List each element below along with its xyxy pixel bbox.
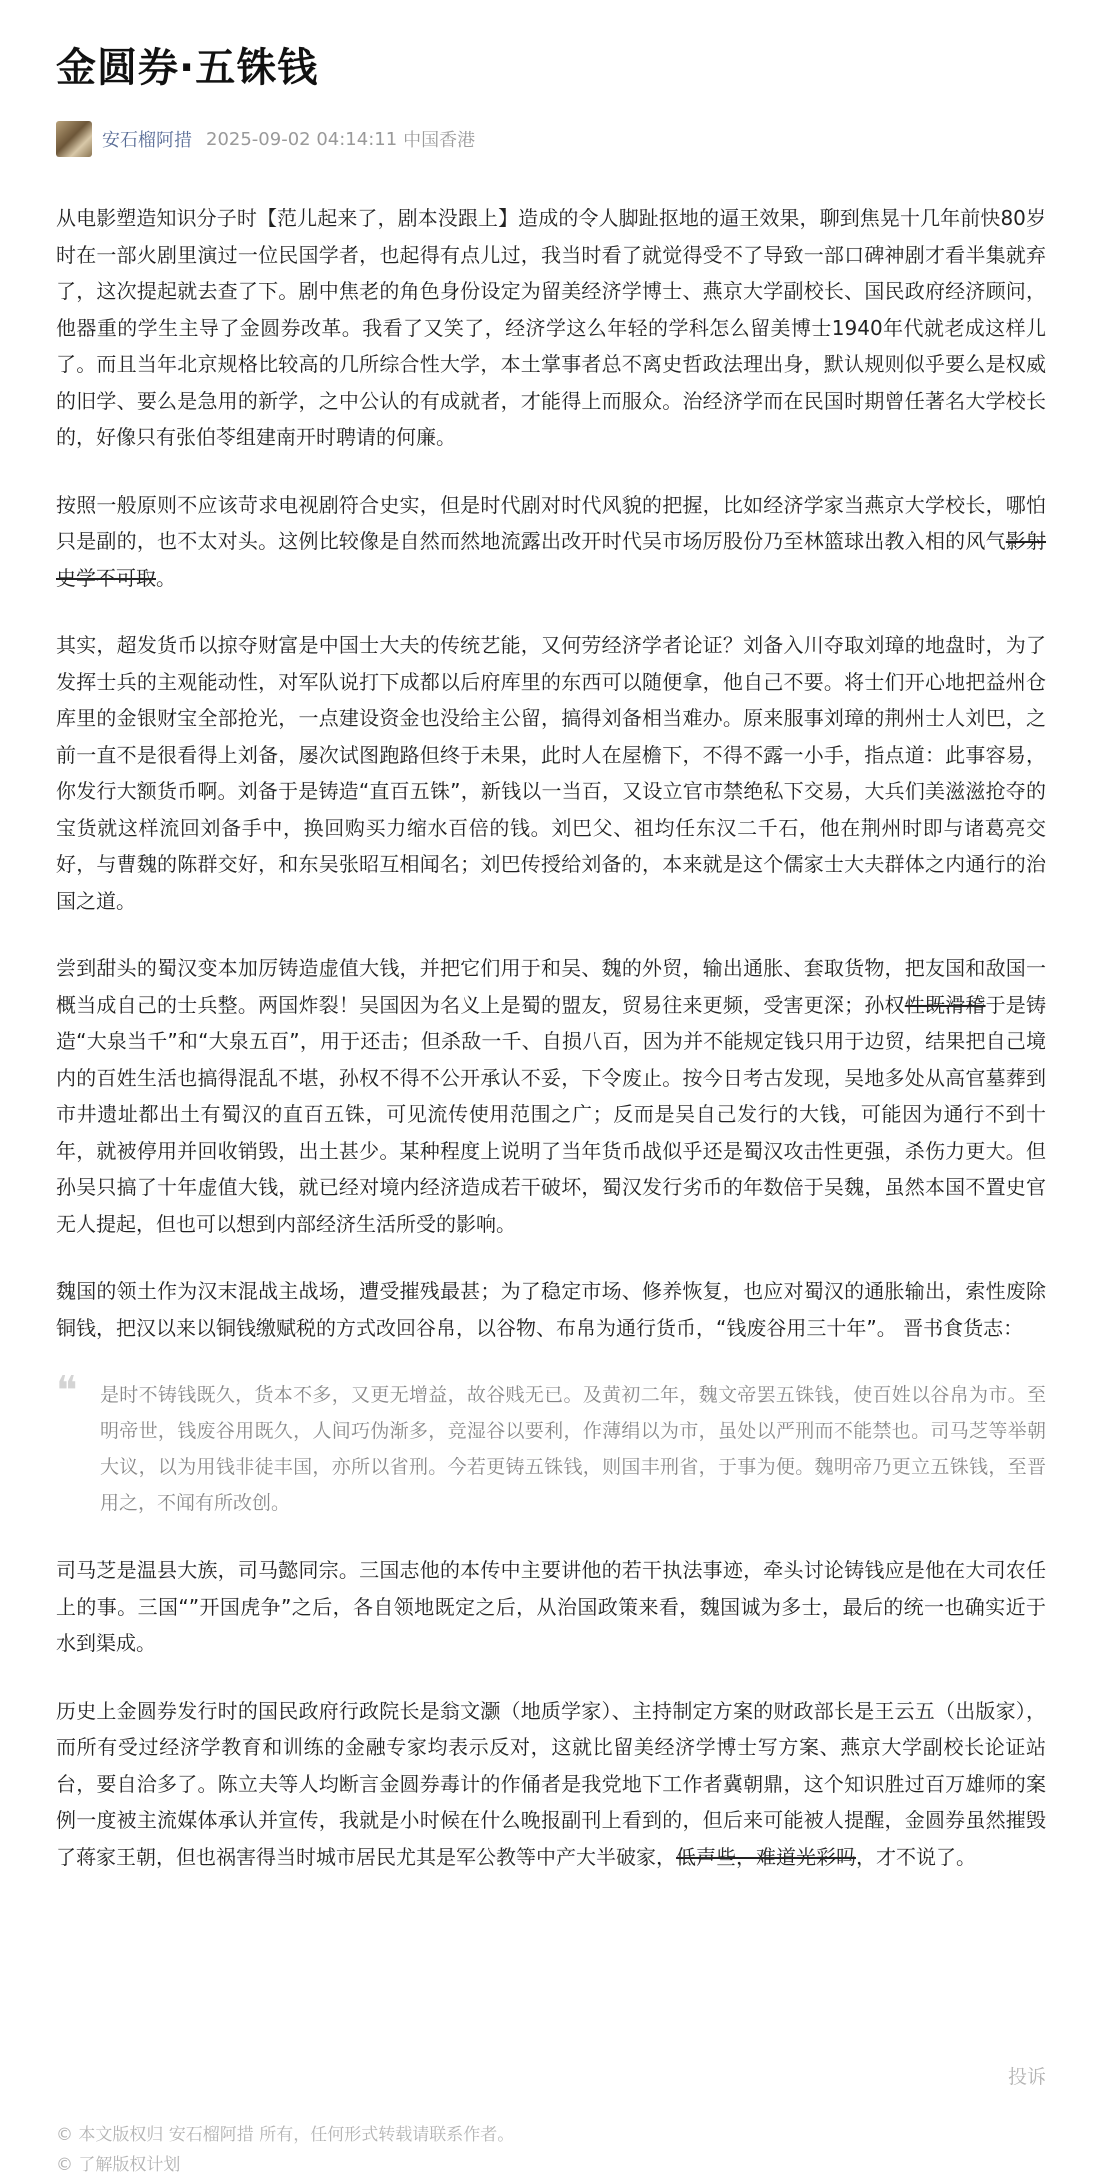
paragraph-5: 魏国的领土作为汉末混战主战场，遭受摧残最甚；为了稳定市场、修养恢复，也应对蜀汉的通胀输出，索性废除铜钱，把汉以来以铜钱缴赋税的方式改回谷帛，以谷物、布帛为通行货币，“钱废谷用三十年”。 晋书食货志： <box>56 1279 1046 1340</box>
quote-text: 是时不铸钱既久，货本不多，又更无增益，故谷贱无已。及黄初二年，魏文帝罢五铢钱，使百姓以谷帛为市。至明帝世，钱废谷用既久，人间巧伪渐多，竞湿谷以要利，作薄绢以为市，虽处以严刑而不能禁也。司马芝等举朝大议，以为用钱非徒丰国，亦所以省刑。今若更铸五铢钱，则国丰刑省，于事为便。魏明帝乃更立五铢钱，至晋用之，不闻有所改创。 <box>100 1384 1046 1514</box>
strikethrough-text: 低声些，难道光彩吗 <box>676 1844 856 1869</box>
article-meta <box>56 120 475 158</box>
paragraph-4-rest: 于是铸造“大泉当千”和“大泉五百”，用于还击；但杀敌一千、自损八百，因为并不能规定钱只用于边贸，结果把自己境内的百姓生活也搞得混乱不堪，孙权不得不公开承认不妥，下令废止。按今日考古发现，吴地多处从高官墓葬到市井遗址都出土有蜀汉的直百五铢，可见流传使用范围之广；反而是吴自己发行的大钱，可能因为通行不到十年，就被停用并回收销毁，出土甚少。某种程度上说明了当年货币战似乎还是蜀汉攻击性更强，杀伤力更大。但孙吴只搞了十年虚值大钱，就已经对境内经济造成若干破坏，蜀汉发行劣币的年数倍于吴魏，虽然本国不置史官无人提起，但也可以想到内部经济生活所受的影响。 <box>56 992 1047 1236</box>
paragraph-4 <box>56 950 1046 1242</box>
paragraph-7 <box>56 1693 1046 1876</box>
copyright-plan-link[interactable]: © 了解版权计划 <box>56 2155 181 2175</box>
complain-link[interactable]: 投诉 <box>1007 2066 1046 2088</box>
blockquote <box>56 1368 1046 1521</box>
ip-location: 中国香港 <box>403 130 476 151</box>
publish-time: 2025-09-02 04:14:11 <box>206 128 398 150</box>
paragraph-2-text: 按照一般原则不应该苛求电视剧符合史实，但是时代剧对时代风貌的把握，比如经济学家当燕京大学校长，哪怕只是副的，也不太对头。这例比较像是自然而然地流露出改开时代吴市场厉股份乃至林篮球出教入相的风气 <box>56 492 1046 553</box>
paragraph-2-end: 。 <box>156 565 176 590</box>
paragraph-6: 司马芝是温县大族，司马懿同宗。三国志他的本传中主要讲他的若干执法事迹，牵头讨论铸钱应是他在大司农任上的事。三国“”开国虎争”之后，各自领地既定之后，从治国政策来看，魏国诚为多士，最后的统一也确实近于水到渠成。 <box>56 1558 1046 1655</box>
paragraph-7-text: 历史上金圆券发行时的国民政府行政院长是翁文灏（地质学家）、主持制定方案的财政部长是王云五（出版家），而所有受过经济学教育和训练的金融专家均表示反对，这就比留美经济学博士写方案、燕京大学副校长论证站台，要自洽多了。陈立夫等人均断言金圆券毒计的作俑者是我党地下工作者冀朝鼎，这个知识胜过百万雄师的案例一度被主流媒体承认并宣传，我就是小时候在什么晚报副刊上看到的，但后来可能被人提醒，金圆券虽然摧毁了蒋家王朝，但也祸害得当时城市居民尤其是军公教等中产大半破家， <box>56 1698 1046 1869</box>
author-name[interactable]: 安石榴阿措 <box>102 130 192 151</box>
quote-mark-icon: ❝ <box>56 1368 78 1414</box>
paragraph-2 <box>56 487 1046 597</box>
article-title: 金圆券·五铢钱 <box>56 45 319 91</box>
avatar[interactable] <box>56 121 92 157</box>
paragraph-3: 其实，超发货币以掠夺财富是中国士大夫的传统艺能，又何劳经济学者论证？刘备入川夺取刘璋的地盘时，为了发挥士兵的主观能动性，对军队说打下成都以后府库里的东西可以随便拿，他自己不要。将士们开心地把益州仓库里的金银财宝全部抢光，一点建设资金也没给主公留，搞得刘备相当难办。原来服事刘璋的荆州士人刘巴，之前一直不是很看得上刘备，屡次试图跑路但终于未果，此时人在屋檐下，不得不露一小手，指点道：此事容易，你发行大额货币啊。刘备于是铸造“直百五铢”，新钱以一当百，又设立官市禁绝私下交易，大兵们美滋滋抢夺的宝货就这样流回刘备手中，换回购买力缩水百倍的钱。刘巴父、祖均任东汉二千石，他在荆州时即与诸葛亮交好，与曹魏的陈群交好，和东吴张昭互相闻名；刘巴传授给刘备的，本来就是这个儒家士大夫群体之内通行的治国之道。 <box>56 633 1046 913</box>
strikethrough-text: 影射史学不可取 <box>56 529 1047 590</box>
paragraph-1: 从电影塑造知识分子时【范儿起来了，剧本没跟上】造成的令人脚趾抠地的逼王效果，聊到焦晃十几年前快80岁时在一部火剧里演过一位民国学者，也起得有点儿过，我当时看了就觉得受不了导致一部口碑神剧才看半集就弃了，这次提起就去查了下。剧中焦老的角色身份设定为留美经济学博士、燕京大学副校长、国民政府经济顾问，他器重的学生主导了金圆券改革。我看了又笑了，经济学这么年轻的学科怎么留美博士1940年代就老成这样儿了。而且当年北京规格比较高的几所综合性大学，本土掌事者总不离史哲政法理出身，默认规则似乎要么是权威的旧学、要么是急用的新学，之中公认的有成就者，才能得上而服众。治经济学而在民国时期曾任著名大学校长的，好像只有张伯苓组建南开时聘请的何廉。 <box>56 206 1046 449</box>
strikethrough-text: 性既滑稽 <box>904 992 986 1017</box>
paragraph-4-text: 尝到甜头的蜀汉变本加厉铸造虚值大钱，并把它们用于和吴、魏的外贸，输出通胀、套取货物，把友国和敌国一概当成自己的士兵整。两国炸裂！吴国因为名义上是蜀的盟友，贸易往来更频，受害更深；孙权 <box>56 956 1046 1017</box>
article-body <box>56 200 1046 1906</box>
paragraph-7-end: ，才不说了。 <box>856 1844 976 1869</box>
copyright-notice: © 本文版权归 安石榴阿措 所有，任何形式转载请联系作者。 <box>56 2125 515 2145</box>
